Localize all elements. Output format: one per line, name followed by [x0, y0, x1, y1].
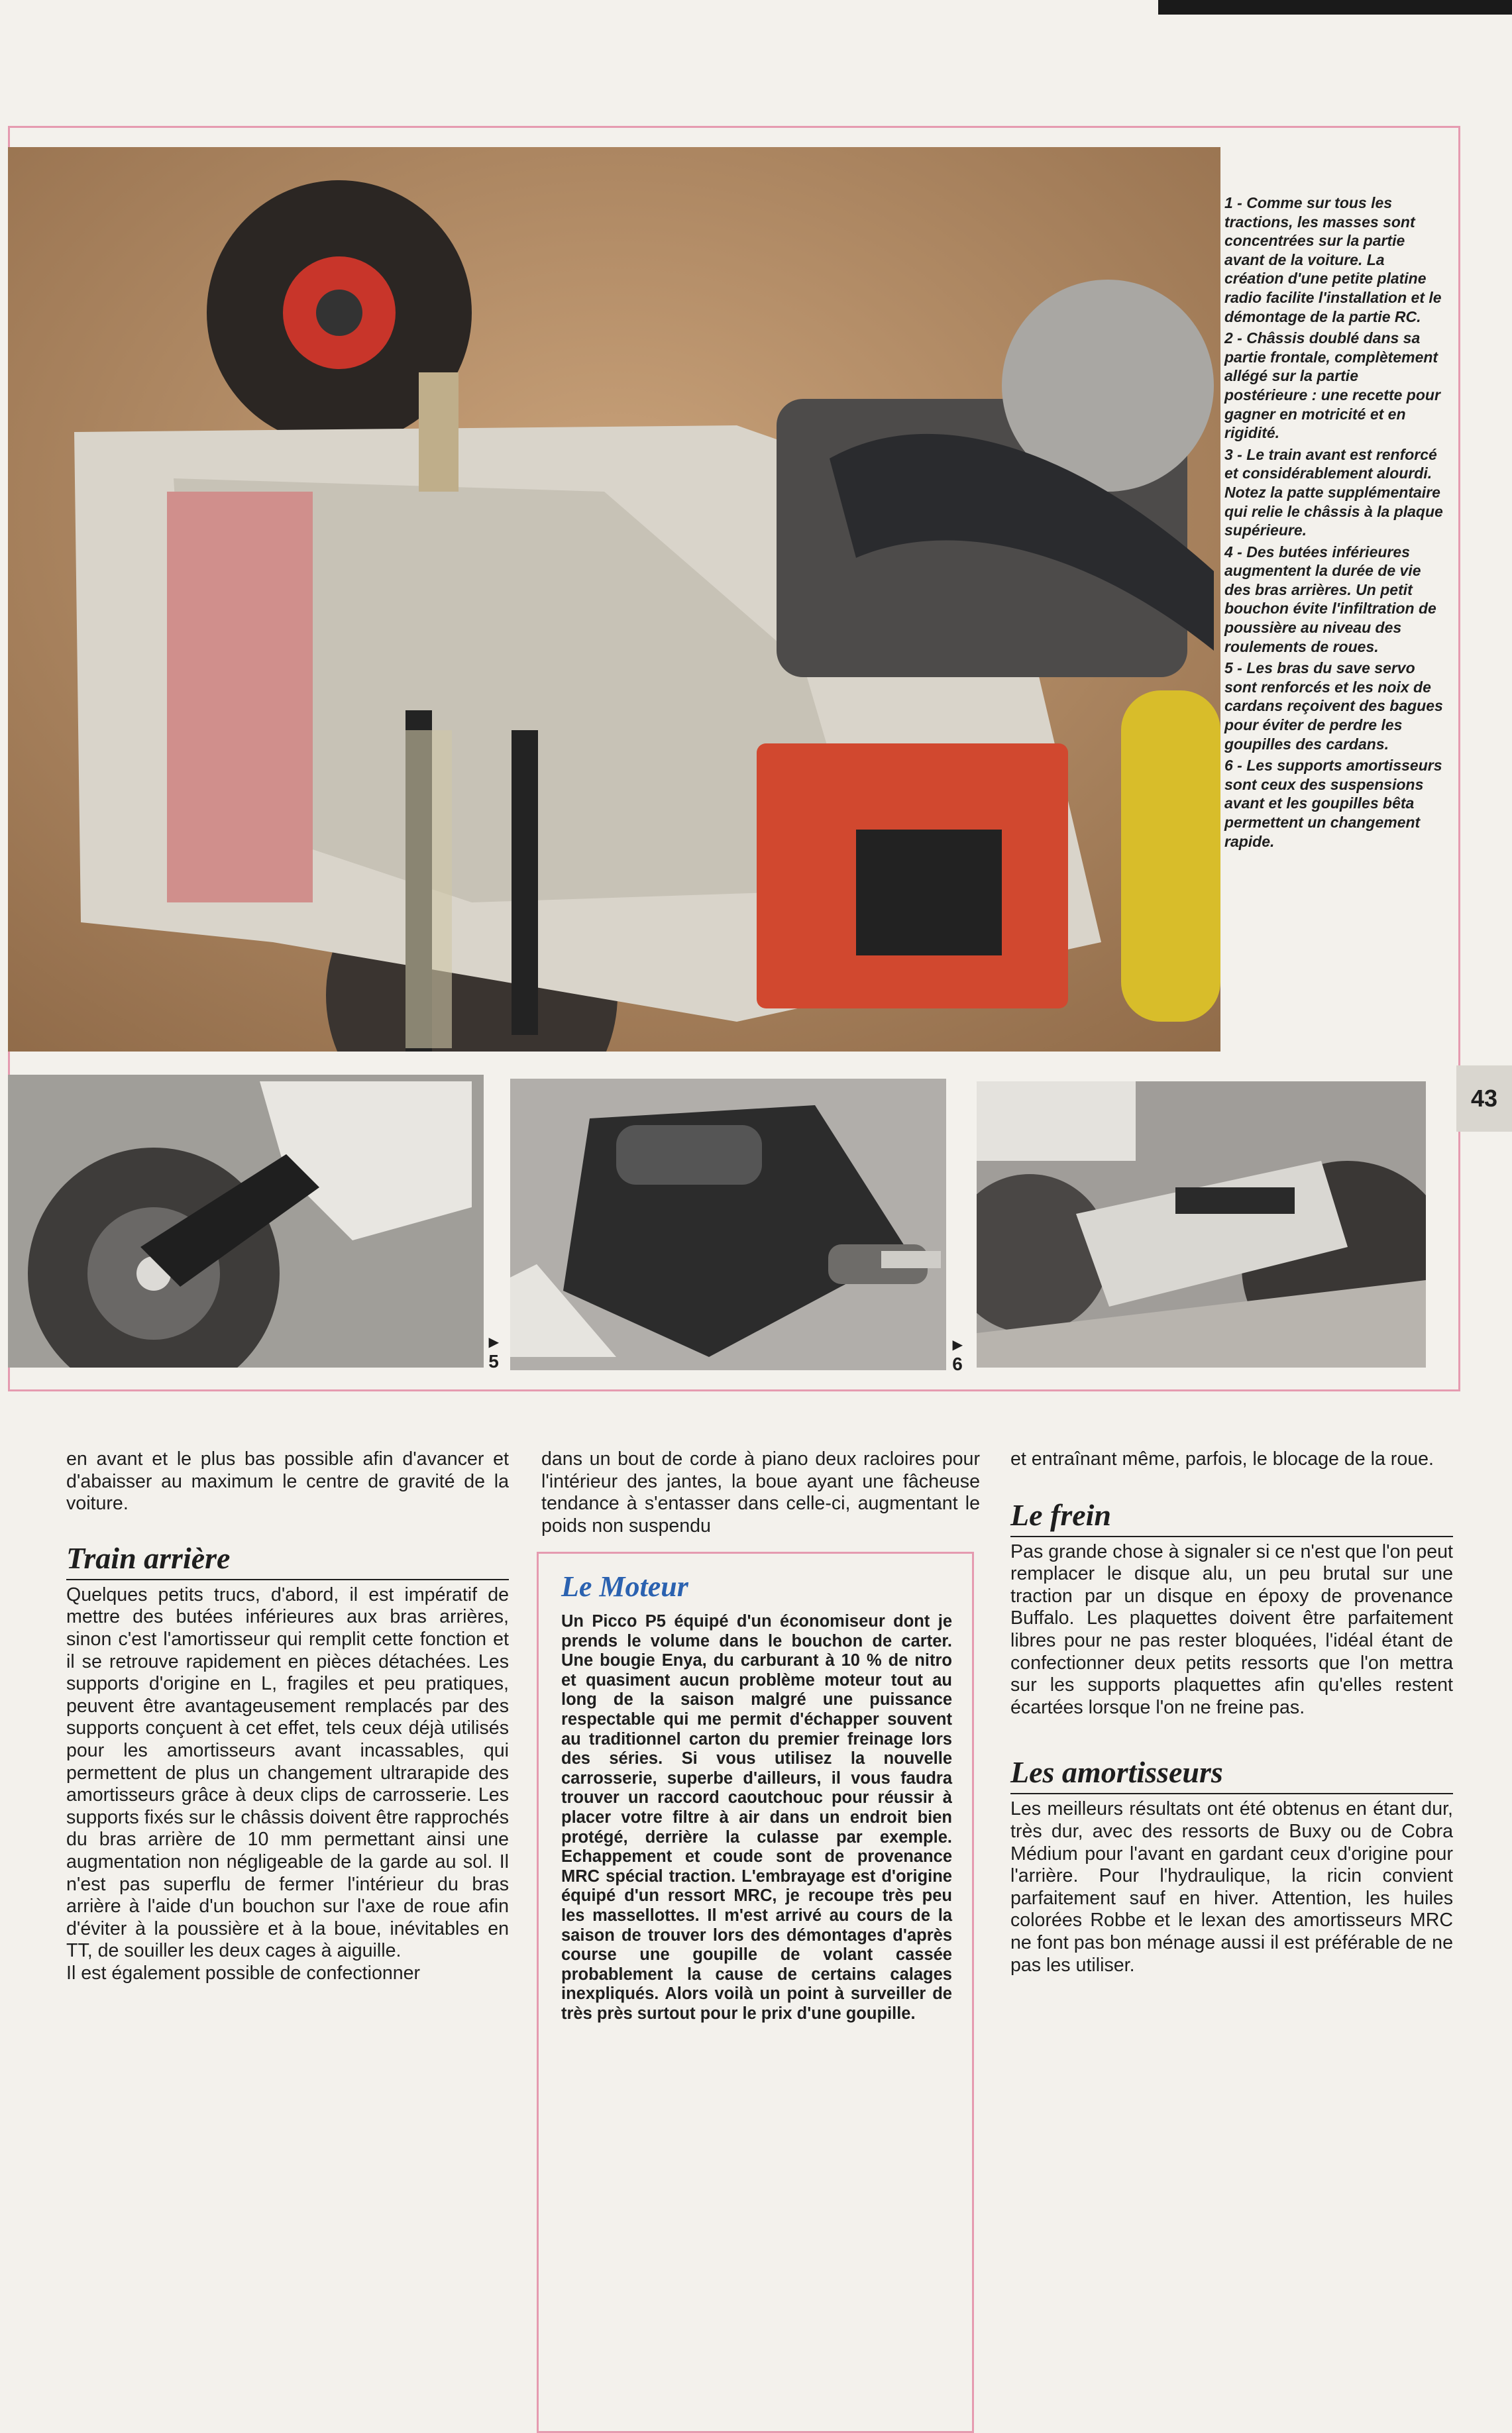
column-2 — [541, 1448, 980, 1537]
photo-shock-mounts — [977, 1081, 1426, 1368]
col2-intro: dans un bout de corde à piano deux racloires pour l'intérieur des jantes, la boue ayant une fâcheuse tendance à s'entasser dans celle-ci, augmentant le poids non suspendu — [541, 1448, 980, 1537]
heading-le-frein: Le frein — [1010, 1497, 1453, 1537]
col1-last: Il est également possible de confectionner — [66, 1962, 421, 1984]
caption-4: 4 - Des butées inférieures augmentent la durée de vie des bras arrières. Un petit bouchon évite l'infiltration de poussière au niveau des roulements de roues. — [1224, 543, 1436, 655]
col1-body: Quelques petits trucs, d'abord, il est impératif de mettre des butées inférieures aux bras arrières, sinon c'est l'amortisseur qui remplit cette fonction et il se retrouve rapidement en pièces détachées. Les supports d'origine en L, fragiles et peu pratiques, peuvent être avantageusement remplacés par des supports conçuent à cet effet, tels ceux déjà utilisés pour les amortisseurs avant incassables, qui permettent de plus un changement ultrarapide des amortisseurs grâce à deux clips de carrosserie. Les supports fixés sur le châssis doivent être rapprochés du bras arrière de 10 mm permettant ainsi une augmentation non négligeable de la garde au sol. Il n'est pas superflu de fermer l'intérieur du bras arrière à l'aide d'un bouchon sur l'axe de roue afin d'éviter à la poussière et à la boue, inévitables en TT, de souiller les deux cages à aiguille. — [66, 1584, 509, 1962]
col3-intro: et entraînant même, parfois, le blocage de la roue. — [1010, 1448, 1434, 1470]
heading-les-amortisseurs: Les amortisseurs — [1010, 1755, 1453, 1794]
main-photo-rc-car-chassis — [8, 147, 1220, 1052]
col3-amort-body: Les meilleurs résultats ont été obtenus en étant dur, très dur, avec des ressorts de Buxy ou de Cobra Médium pour l'avant en gardant ceux d'origine pour l'arrière. Pour l'hydraulique, la ricin convient parfaitement sauf en hiver. Attention, les huiles colorées Robbe et le lexan des amortisseurs MRC ne font pas bon ménage aussi il est préférable de ne pas les utiliser. — [1010, 1798, 1453, 1976]
caption-3: 3 - Le train avant est renforcé et considérablement alourdi. Notez la patte supplémentaire qui relie le châssis à la plaque supérieure. — [1224, 445, 1443, 539]
page-number-tab — [1456, 1065, 1512, 1132]
photo-marker-5: ▸ 5 — [488, 1331, 499, 1372]
heading-train-arriere: Train arrière — [66, 1541, 509, 1580]
box-title-moteur: Le Moteur — [561, 1570, 688, 1603]
caption-1: 1 - Comme sur tous les tractions, les masses sont concentrées sur la partie avant de la voiture. La création d'une petite platine radio facilite l'installation et le démontage de la partie RC. — [1224, 194, 1442, 325]
photo-rear-wheel-arm — [8, 1075, 484, 1368]
photo-captions — [1224, 193, 1444, 853]
column-1 — [66, 1448, 509, 1984]
col1-intro: en avant et le plus bas possible afin d'avancer et d'abaisser au maximum le centre de gravité de la voiture. — [66, 1448, 509, 1515]
caption-6: 6 - Les supports amortisseurs sont ceux des suspensions avant et les goupilles bêta permettent un changement rapide. — [1224, 757, 1442, 850]
page-top-edge — [1158, 0, 1512, 15]
moteur-box — [537, 1552, 974, 2433]
photo-marker-6: ▸ 6 — [952, 1334, 963, 1374]
page-number: 43 — [1470, 1085, 1498, 1112]
box-text-moteur: Un Picco P5 équipé d'un économiseur dont je prends le volume dans le bouchon de carter. Une bougie Enya, du carburant à 10 % de nitro et quasiment aucun problème moteur tout au long de la saison malgré une puissance respectable qui me permit d'échapper souvent au traditionnel carton du premier freinage lors des séries. Si vous utilisez la nouvelle carrosserie, superbe d'ailleurs, il vous faudra trouver un raccord caoutchouc pour réussir à placer votre filtre à air dans un endroit bien protégé, derrière la culasse par exemple. Echappement et coude sont de provenance MRC spécial traction. L'embrayage est d'origine équipé d'un ressort MRC, je recoupe très peu les massellottes. Il m'est arrivé au cours de la saison de trouver lors des démontages d'après course une goupille de volant cassée probablement la cause de certains calages inexpliqués. Alors voilà un point à surveiller de très près surtout pour le prix d'une goupille. — [561, 1612, 952, 2023]
caption-2: 2 - Châssis doublé dans sa partie frontale, complètement allégé sur la partie postérieure : une recette pour gagner en motricité et en rigidité. — [1224, 329, 1440, 442]
column-3 — [1010, 1448, 1453, 1976]
col3-frein-body: Pas grande chose à signaler si ce n'est que l'on peut remplacer le disque alu, un peu brutal sur une traction par un disque en époxy de provenance Buffalo. Les plaquettes doivent être parfaitement libres pour ne pas rester bloquées, l'idéal étant de confectionner deux petits ressorts que l'on mettra sur les supports plaquettes afin qu'elles restent écartées lorsque l'on ne freine pas. — [1010, 1541, 1453, 1718]
caption-5: 5 - Les bras du save servo sont renforcés et les noix de cardans reçoivent des bagues pour éviter de perdre les goupilles des cardans. — [1224, 659, 1443, 753]
photo-front-suspension — [510, 1079, 946, 1370]
